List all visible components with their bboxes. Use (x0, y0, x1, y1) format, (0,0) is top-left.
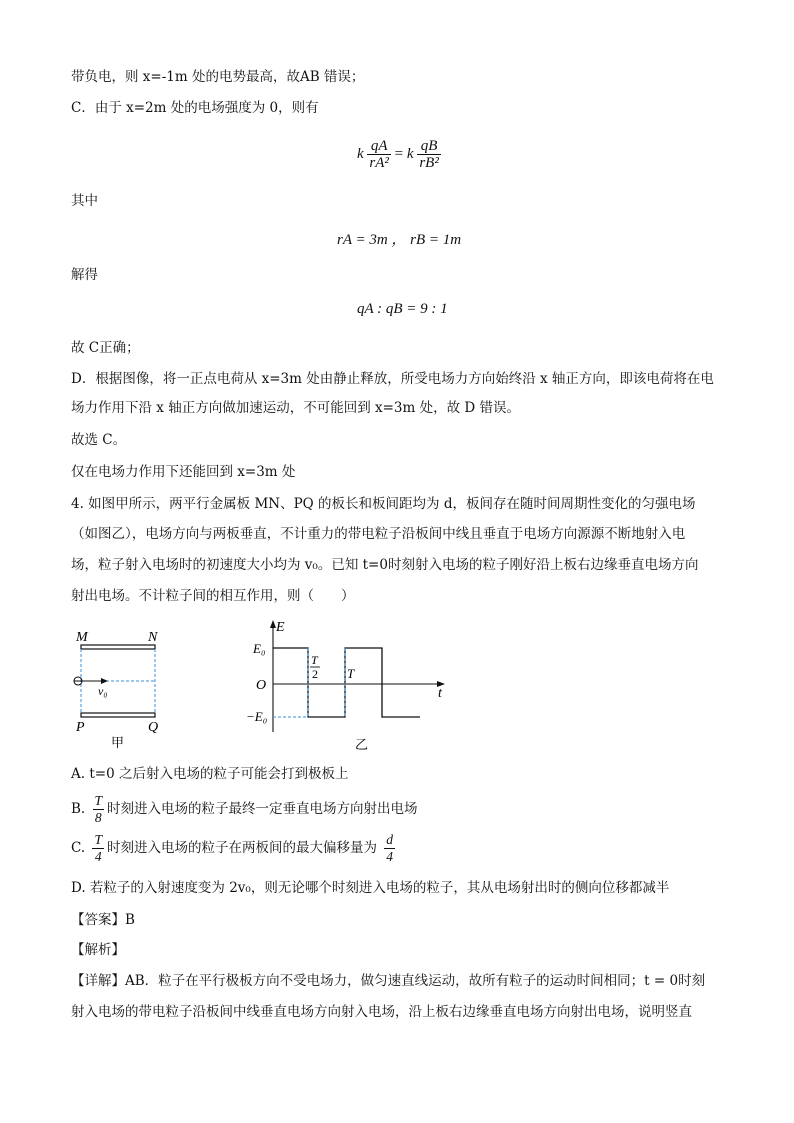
option-c-text: 时刻进入电场的粒子在两板间的最大偏移量为 (106, 840, 377, 856)
eq1-qb: qB (417, 138, 441, 155)
label-neg-e0: −E₀ (246, 709, 268, 724)
question-4-line-1: 4. 如图甲所示，两平行金属板 MN、PQ 的板长和板间距均为 d，板间存在随时间周期性变化的匀强电场 (71, 496, 696, 512)
text-line-3: 其中 (71, 193, 98, 209)
option-c-d-frac (384, 832, 395, 865)
eq1-rb: rB² (419, 155, 439, 171)
eq1-frac-a (367, 138, 391, 171)
caption-yi: 乙 (355, 737, 369, 752)
text-line-9: 仅在电场力作用下还能回到 x=3m 处 (71, 464, 296, 480)
option-c-frac (92, 832, 104, 865)
equation-coulomb-balance (357, 138, 441, 171)
label-e0: E₀ (253, 641, 266, 656)
option-c-d-num: d (386, 832, 393, 847)
eq3-text: qA : qB = 9 : 1 (357, 301, 448, 317)
eq2-text: rA = 3m ， rB = 1m (337, 232, 462, 248)
analysis-label: 【解析】 (71, 942, 125, 958)
equation-charge-ratio (357, 301, 448, 318)
label-m: M (76, 630, 88, 645)
option-c-d-den: 4 (386, 849, 393, 864)
option-c (71, 832, 395, 865)
option-d: D. 若粒子的入射速度变为 2v₀，则无论哪个时刻进入电场的粒子，其从电场射出时的侧向位移都减半 (71, 880, 670, 896)
option-b-prefix: B. (71, 801, 86, 817)
question-4-line-2: （如图乙），电场方向与两板垂直，不计重力的带电粒子沿板间中线且垂直于电场方向源源不断地射入电 (71, 526, 686, 542)
question-4-line-4: 射出电场。不计粒子间的相互作用，则（ ） (71, 588, 355, 604)
square-wave (273, 648, 420, 717)
label-p: P (76, 720, 85, 735)
option-b-text: 时刻进入电场的粒子最终一定垂直电场方向射出电场 (107, 801, 418, 817)
detail-line-1: 【详解】AB．粒子在平行极板方向不受电场力，做匀速直线运动，故所有粒子的运动时间相同；t = 0时刻 (71, 973, 706, 989)
eq1-qa: qA (367, 138, 391, 155)
equation-distances (337, 228, 461, 249)
text-line-8: 故选 C。 (71, 432, 127, 448)
option-b-num: T (94, 793, 103, 808)
label-origin: O (256, 678, 267, 693)
label-half-t-den: 2 (312, 667, 318, 681)
option-b-den: 8 (94, 810, 102, 825)
detail-line-2: 射入电场的带电粒子沿板间中线垂直电场方向射入电场，沿上板右边缘垂直电场方向射出电场，说明竖直 (71, 1004, 692, 1020)
text-line-1: 带负电，则 x=-1m 处的电势最高，故AB 错误； (71, 69, 365, 85)
text-line-5: 故 C正确； (71, 340, 140, 356)
option-c-den: 4 (94, 849, 102, 864)
option-c-prefix: C. (71, 840, 86, 856)
eq1-k-right: k (406, 145, 414, 162)
text-line-7: 场力作用下沿 x 轴正方向做加速运动，不可能回到 x=3m 处，故 D 错误。 (71, 400, 520, 416)
label-half-t-num: T (311, 653, 318, 667)
answer-label: 【答案】B (71, 912, 135, 928)
label-v0: v₀ (98, 684, 108, 698)
option-a: A. t=0 之后射入电场的粒子可能会打到极板上 (71, 766, 349, 782)
option-b (71, 793, 418, 826)
label-n: N (148, 630, 158, 645)
text-line-2: C．由于 x=2m 处的电场强度为 0，则有 (71, 100, 319, 116)
caption-jia: 甲 (111, 735, 125, 750)
plate-mn (81, 645, 155, 649)
option-b-frac (93, 793, 105, 826)
text-line-4: 解得 (71, 267, 98, 283)
label-period-t: T (347, 666, 355, 681)
eq1-frac-b (417, 138, 441, 171)
label-e: E (276, 620, 285, 635)
label-t: t (438, 686, 442, 701)
eq1-ra: rA² (369, 155, 389, 171)
figure-jia-plates (70, 625, 180, 753)
label-q: Q (148, 720, 159, 735)
eq1-k-left: k (357, 145, 364, 162)
plate-pq (81, 713, 155, 717)
eq1-equals: = (394, 145, 404, 162)
figure-yi-field-graph (240, 615, 455, 755)
option-c-num: T (94, 832, 102, 847)
question-4-line-3: 场，粒子射入电场时的初速度大小均为 v₀。已知 t=0时刻射入电场的粒子刚好沿上板右边缘垂直电场方向 (71, 557, 699, 573)
text-line-6: D．根据图像，将一正点电荷从 x=3m 处由静止释放，所受电场力方向始终沿 x 轴正方向，即该电荷将在电 (71, 371, 714, 387)
